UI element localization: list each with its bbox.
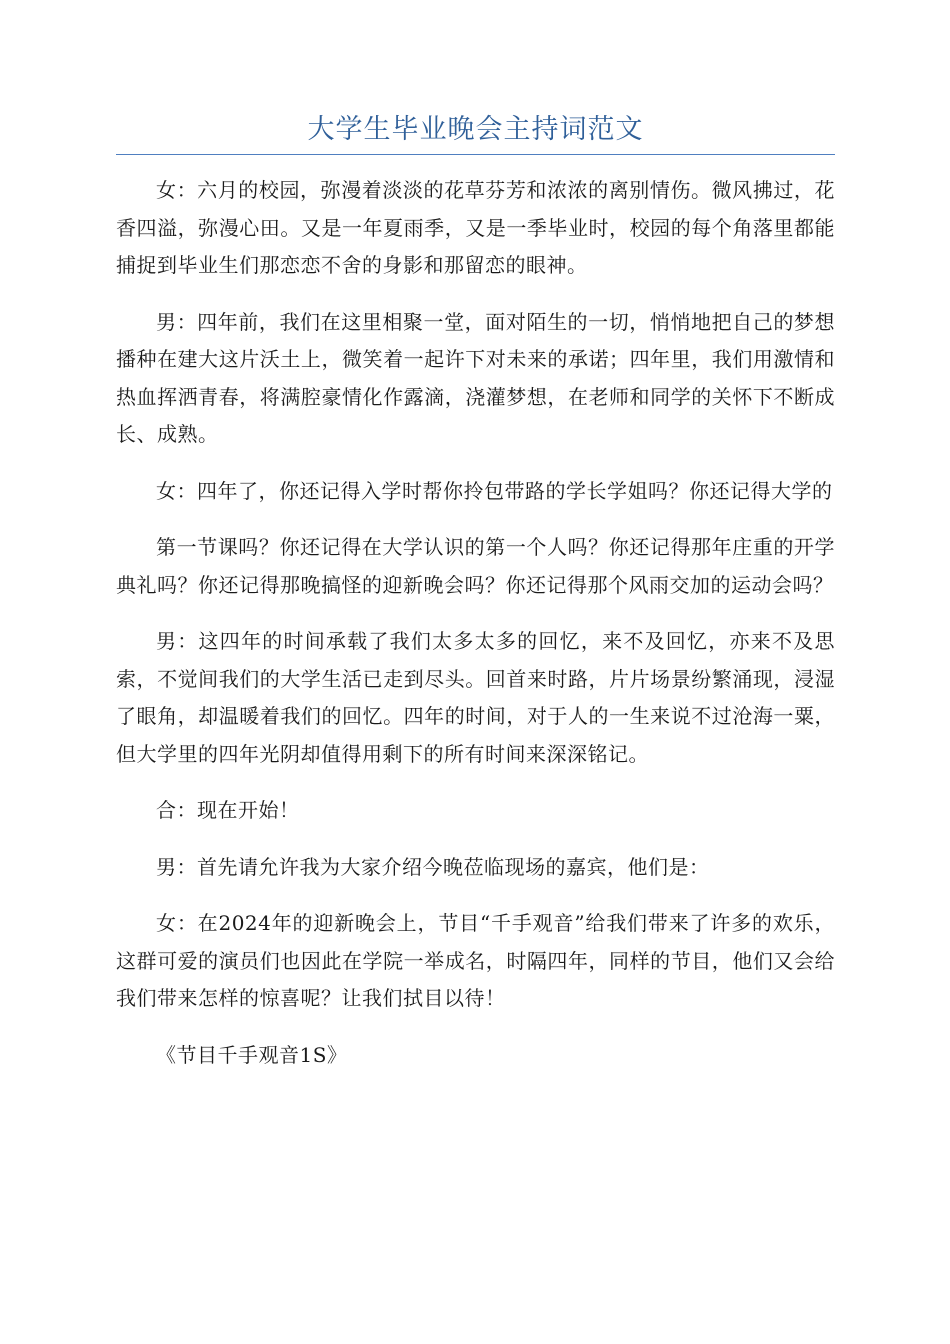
paragraph-program-title: 《节目千手观音1S》 [156,1042,348,1067]
paragraph-male-memories: 男：这四年的时间承载了我们太多太多的回忆，来不及回忆，亦来不及思索，不觉间我们的大学生活已走到尽头。回首来时路，片片场景纷繁涌现，浸湿了眼角，却温暖着我们的回忆。四年的时间，对于人的一生来说不过沧海一粟，但大学里的四年光阴却值得用剩下的所有时间来深深铭记。 [116,629,835,766]
paragraph-male-guests: 男：首先请允许我为大家介绍今晚莅临现场的嘉宾，他们是： [156,854,710,879]
paragraph-first-class: 第一节课吗？你还记得在大学认识的第一个人吗？你还记得那年庄重的开学典礼吗？你还记得那晚搞怪的迎新晚会吗？你还记得那个风雨交加的运动会吗？ [116,535,835,597]
paragraph-female-opening: 女：六月的校园，弥漫着淡淡的花草芬芳和浓浓的离别情伤。微风拂过，花香四溢，弥漫心田。又是一年夏雨季，又是一季毕业时，校园的每个角落里都能捕捉到毕业生们那恋恋不舍的身影和那留恋的眼神。 [116,178,835,277]
title-divider [116,154,835,155]
paragraph-female-do-you-remember: 女：四年了，你还记得入学时帮你拎包带路的学长学姐吗？你还记得大学的 [156,478,833,503]
document-title: 大学生毕业晚会主持词范文 [307,114,644,145]
paragraph-together-start: 合：现在开始！ [156,798,300,822]
paragraph-female-program-intro: 女：在2024年的迎新晚会上，节目“千手观音”给我们带来了许多的欢乐，这群可爱的演员们也因此在学院一举成名，时隔四年，同样的节目，他们又会给我们带来怎样的惊喜呢？让我们拭目以待！ [116,911,835,1010]
paragraph-male-four-years-ago: 男：四年前，我们在这里相聚一堂，面对陌生的一切，悄悄地把自己的梦想播种在建大这片沃土上，微笑着一起许下对未来的承诺；四年里，我们用激情和热血挥洒青春，将满腔豪情化作露滴，浇灌梦想，在老师和同学的关怀下不断成长、成熟。 [116,309,835,446]
document-body [116,172,835,1093]
